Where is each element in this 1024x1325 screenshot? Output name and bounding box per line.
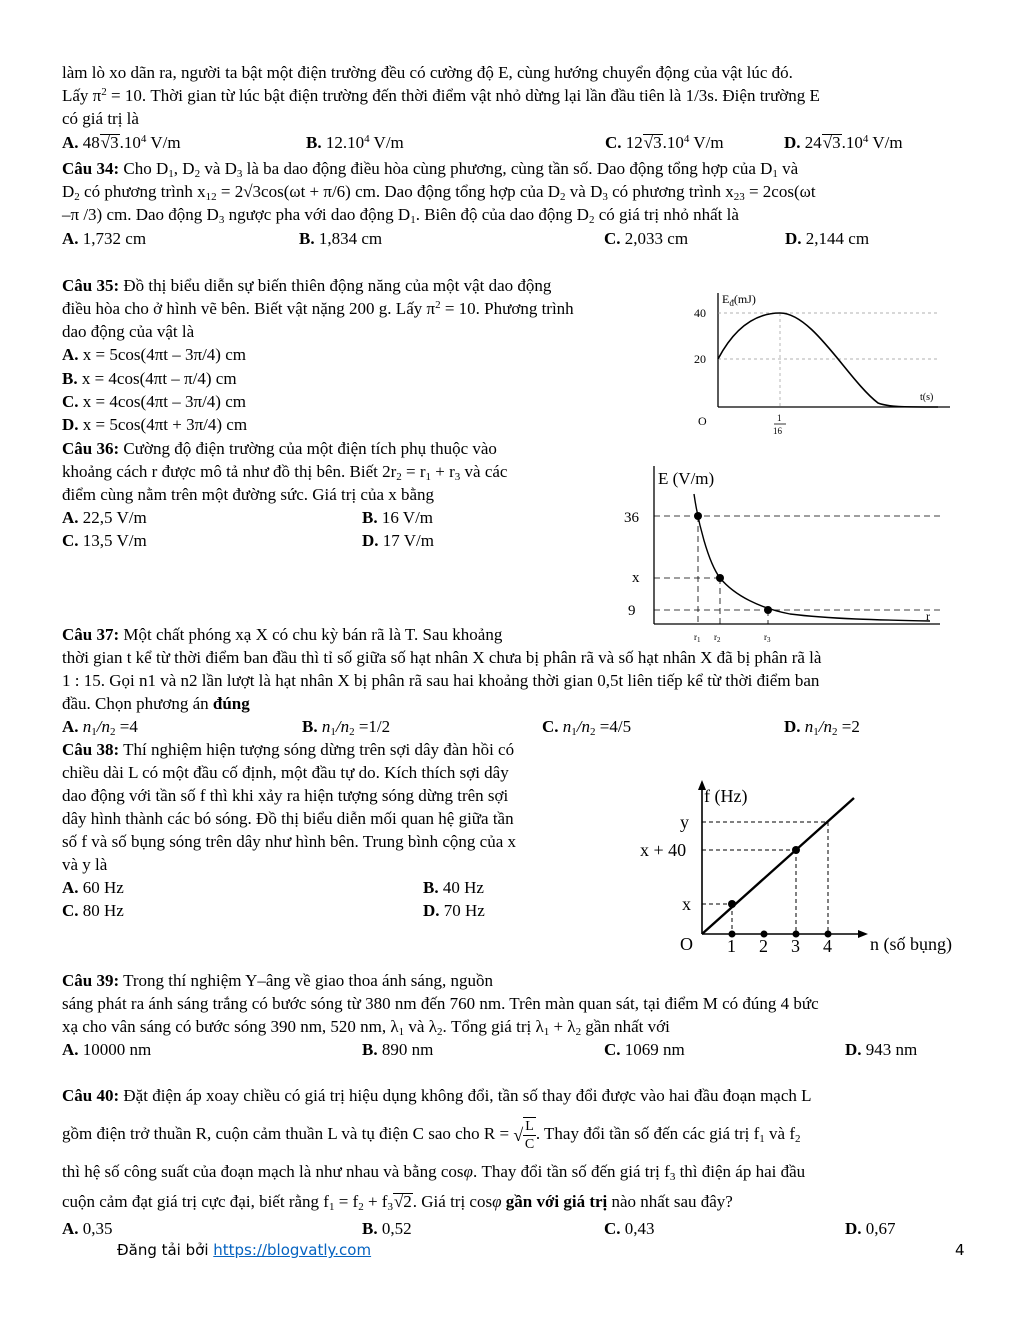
tick-label: $r_2$	[714, 632, 721, 644]
question-39: Câu 39: Trong thí nghiệm Y–âng về giao thoa ánh sáng, nguồn	[62, 971, 493, 990]
answer-option: A. x = 5cos(4πt – 3π/4) cm	[62, 345, 246, 364]
data-point	[694, 512, 702, 520]
tick-label: 20	[694, 352, 706, 366]
tick-label: x	[682, 894, 691, 914]
answer-option: C. x = 4cos(4πt – 3π/4) cm	[62, 392, 246, 411]
tick-label: 40	[694, 306, 706, 320]
text-line: làm lò xo dãn ra, người ta bật một điện trường đều có cường độ E, cùng hướng chuyển động của vật lúc đó.	[62, 63, 793, 82]
answer-option: A. $n_1/n_2 =4$	[62, 717, 138, 738]
data-point	[716, 574, 724, 582]
answer-option: A. 1,732 cm	[62, 229, 147, 248]
tick-label: 1	[777, 413, 782, 423]
data-point	[792, 846, 800, 854]
text-line: 1 : 15. Gọi n1 và n2 lần lượt là hạt nhân X bị phân rã sau hai khoảng thời gian 0,5t liên tiếp kể từ thời điểm ban	[62, 671, 820, 690]
page-number: 4	[955, 1241, 965, 1259]
kinetic-energy-graph	[688, 285, 958, 440]
question-35: Câu 35: Đồ thị biểu diễn sự biến thiên động năng của một vật dao động	[62, 276, 552, 295]
axis-label: r	[926, 609, 930, 623]
answer-option: D. 943 nm	[845, 1040, 918, 1059]
answer-option: C. 2,033 cm	[604, 229, 689, 248]
answer-option: A. 60 Hz	[62, 878, 124, 897]
tick-label: 3	[791, 936, 800, 956]
answer-option: B. 12.10$^4$ V/m	[306, 133, 404, 152]
answer-option: B. 0,52	[362, 1219, 412, 1238]
tick-label: 1	[727, 936, 736, 956]
axis-label: E (V/m)	[658, 469, 715, 488]
tick-label: x + 40	[640, 840, 687, 860]
frequency-vs-nodes-graph	[636, 778, 976, 962]
answer-option: D. 0,67	[845, 1219, 896, 1238]
answer-option: B. 1,834 cm	[299, 229, 383, 248]
text-line: đầu. Chọn phương án đúng	[62, 694, 250, 713]
tick-label: 4	[823, 936, 832, 956]
footer-credit: Đăng tải bởi https://blogvatly.com	[117, 1241, 372, 1259]
energy-curve	[718, 313, 938, 407]
answer-option: C. 80 Hz	[62, 901, 124, 920]
text-line: –π /3) cm. Dao động $D_3$ ngược pha với dao động $D_1$. Biên độ của dao động $D_2$ có giá trị nhỏ nhất là	[62, 205, 739, 226]
question-40: Câu 40: Đặt điện áp xoay chiều có giá trị hiệu dụng không đổi, tần số thay đổi được vào hai đầu đoạn mạch L	[62, 1086, 812, 1105]
text-line: có giá trị là	[62, 109, 139, 128]
answer-option: D. 70 Hz	[423, 901, 485, 920]
question-34: Câu 34: Cho $D_1$, $D_2$ và $D_3$ là ba dao động điều hòa cùng phương, cùng tần số. Dao động tổng hợp của $D_1$ và	[62, 159, 799, 180]
text-line: chiều dài L có một đầu cố định, một đầu tự do. Kích thích sợi dây	[62, 763, 509, 782]
tick-label: y	[680, 812, 689, 832]
axis-label: f (Hz)	[704, 786, 748, 806]
text-line: sáng phát ra ánh sáng trắng có bước sóng từ 380 nm đến 760 nm. Trên màn quan sát, tại điểm M có đúng 4 bức	[62, 994, 819, 1013]
answer-option: B. $n_1/n_2 =1/2$	[302, 717, 391, 738]
text-line: số f và số bụng sóng trên dây như hình bên. Trung bình cộng của x	[62, 832, 517, 851]
text-line: và y là	[62, 855, 108, 874]
frequency-line	[702, 798, 854, 934]
answer-option: B. x = 4cos(4πt – π/4) cm	[62, 369, 237, 388]
tick-label: $r_1$	[694, 632, 701, 644]
tick-label: 16	[773, 426, 782, 436]
data-point	[764, 606, 772, 614]
electric-field-graph	[610, 462, 950, 652]
tick-label: x	[632, 570, 640, 586]
axis-label: t(s)	[920, 392, 934, 403]
answer-option: D. $n_1/n_2 =2$	[784, 717, 860, 738]
tick-label: 9	[628, 603, 636, 619]
question-37: Câu 37: Một chất phóng xạ X có chu kỳ bán rã là T. Sau khoảng	[62, 625, 503, 644]
text-line: dao động với tần số f thì khi xảy ra hiện tượng sóng dừng trên sợi	[62, 786, 509, 805]
answer-option: A. 48√3.10$^4$ V/m	[62, 133, 181, 152]
tick-label: 2	[759, 936, 768, 956]
text-line: điều hòa cho ở hình vẽ bên. Biết vật nặng 200 g. Lấy $\pi^2 = 10$. Phương trình	[62, 299, 574, 318]
question-38: Câu 38: Thí nghiệm hiện tượng sóng dừng trên sợi dây đàn hồi có	[62, 740, 515, 759]
question-36: Câu 36: Cường độ điện trường của một điện tích phụ thuộc vào	[62, 439, 497, 458]
answer-option: B. 16 V/m	[362, 508, 434, 527]
answer-option: A. 10000 nm	[62, 1040, 152, 1059]
tick-label: 36	[624, 510, 639, 526]
data-point	[728, 900, 736, 908]
field-curve	[694, 494, 930, 621]
text-line: dây hình thành các bó sóng. Đồ thị biểu diễn mối quan hệ giữa tần	[62, 809, 514, 828]
answer-option: B. 890 nm	[362, 1040, 434, 1059]
answer-option: B. 40 Hz	[423, 878, 484, 897]
text-line: cuộn cảm đạt giá trị cực đại, biết rằng $f_1 = f_2 + f_3√2$. Giá trị cosφ gần với giá trị nào nhất sau đây?	[62, 1192, 733, 1213]
text-line: $D_2$ có phương trình $x_{12} = 2√3\cos(\omega t + \pi/6)$ cm. Dao động tổng hợp của $D_2$ và $D_3$ có phương trình $x_{23} = 2\cos(\omega t$	[62, 182, 816, 203]
text-line: thì hệ số công suất của đoạn mạch là như nhau và bằng cosφ. Thay đổi tần số đến giá trị $f_3$ thì điện áp hai đầu	[62, 1162, 806, 1183]
answer-option: D. x = 5cos(4πt + 3π/4) cm	[62, 415, 248, 434]
axis-label: $E_đ(mJ)$	[722, 292, 756, 308]
answer-option: D. 17 V/m	[362, 531, 434, 550]
text-line: Lấy $\pi^2 = 10$. Thời gian từ lúc bật điện trường đến thời điểm vật nhỏ dừng lại lần đầu tiên là 1/3s. Điện trường E	[62, 86, 820, 105]
text-line: gồm điện trở thuần R, cuộn cảm thuần L và tụ điện C sao cho R = √ $\frac{L}{C}$ . Thay đổi tần số đến các giá trị $f_1$ và $f_2$	[62, 1119, 801, 1153]
footer-link[interactable]: https://blogvatly.com	[213, 1241, 372, 1259]
text-line: dao động của vật là	[62, 322, 195, 341]
answer-option: C. 0,43	[604, 1219, 655, 1238]
answer-option: A. 0,35	[62, 1219, 113, 1238]
answer-option: C. 12√3.10$^4$ V/m	[605, 133, 724, 152]
origin-label: O	[680, 934, 693, 954]
axis-label: n (số bụng)	[870, 934, 952, 954]
answer-option: C. 13,5 V/m	[62, 531, 147, 550]
origin-label: O	[698, 414, 707, 428]
text-line: thời gian t kể từ thời điểm ban đầu thì tỉ số giữa số hạt nhân X chưa bị phân rã và số hạt nhân X đã bị phân rã là	[62, 648, 822, 667]
answer-option: C. $n_1/n_2 =4/5$	[542, 717, 632, 738]
tick-label: $r_3$	[764, 632, 771, 644]
text-line: xạ cho vân sáng có bước sóng 390 nm, 520 nm, $\lambda_1$ và $\lambda_2$. Tổng giá trị $\lambda_1 + \lambda_2$ gần nhất với	[62, 1017, 670, 1038]
answer-option: D. 24√3.10$^4$ V/m	[784, 133, 903, 152]
text-line: điểm cùng nằm trên một đường sức. Giá trị của x bằng	[62, 485, 435, 504]
answer-option: C. 1069 nm	[604, 1040, 685, 1059]
answer-option: A. 22,5 V/m	[62, 508, 147, 527]
text-line: khoảng cách r được mô tả như đồ thị bên. Biết $2r_2 = r_1 + r_3$ và các	[62, 462, 508, 483]
answer-option: D. 2,144 cm	[785, 229, 870, 248]
